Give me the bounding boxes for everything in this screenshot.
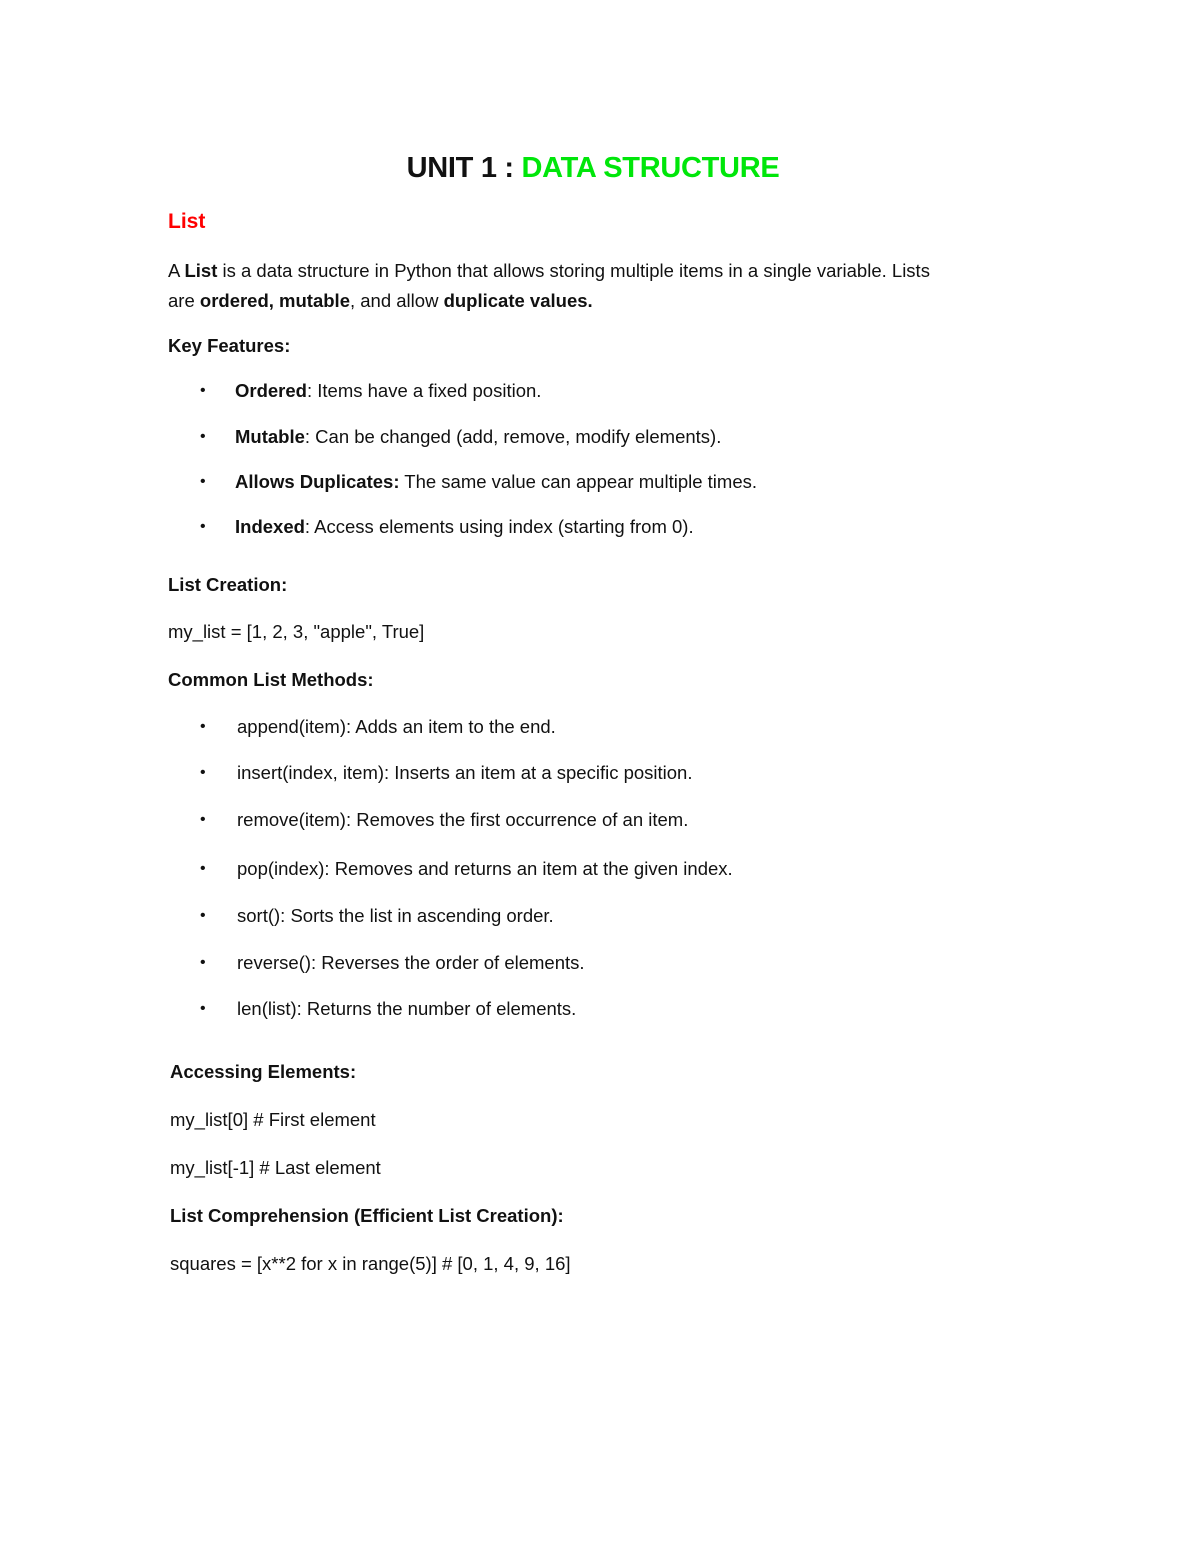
intro-term-list: List: [184, 260, 218, 281]
bullet-icon: •: [200, 428, 206, 445]
list-comprehension-code: squares = [x**2 for x in range(5)] # [0, 1, 4, 9, 16]: [170, 1253, 571, 1274]
method-text: reverse(): Reverses the order of elements.: [237, 952, 585, 973]
feature-desc: : Items have a fixed position.: [306, 380, 542, 401]
method-text: len(list): Returns the number of elements.: [237, 998, 577, 1019]
common-methods-heading: Common List Methods:: [168, 669, 374, 690]
intro-term-duplicates: duplicate values.: [443, 290, 593, 311]
intro-text: A: [168, 260, 185, 281]
method-text: insert(index, item): Inserts an item at a specific position.: [237, 762, 693, 783]
bullet-icon: •: [200, 718, 206, 735]
feature-desc: : Access elements using index (starting from 0).: [304, 516, 694, 537]
method-text: sort(): Sorts the list in ascending order.: [237, 905, 554, 926]
bullet-icon: •: [200, 764, 206, 781]
bullet-icon: •: [200, 1000, 206, 1017]
title-accent: DATA STRUCTURE: [521, 152, 780, 184]
feature-term: Indexed: [235, 516, 305, 537]
intro-text: are: [168, 290, 200, 311]
access-first-code: my_list[0] # First element: [170, 1109, 376, 1130]
feature-term: Ordered: [235, 380, 307, 401]
bullet-icon: •: [200, 860, 206, 877]
list-comprehension-heading: List Comprehension (Efficient List Creation):: [170, 1205, 564, 1226]
feature-desc: : Can be changed (add, remove, modify elements).: [304, 426, 722, 447]
feature-desc: The same value can appear multiple times.: [399, 471, 757, 492]
page-title: [0, 150, 1186, 186]
bullet-icon: •: [200, 473, 206, 490]
key-features-heading: Key Features:: [168, 335, 291, 356]
section-heading-list: List: [168, 210, 206, 233]
access-last-code: my_list[-1] # Last element: [170, 1157, 381, 1178]
intro-line-2: [168, 286, 593, 316]
bullet-icon: •: [200, 382, 206, 399]
title-prefix: UNIT 1 :: [406, 152, 522, 184]
intro-line-1: [168, 256, 930, 286]
intro-text: , and allow: [349, 290, 444, 311]
method-text: remove(item): Removes the first occurrence of an item.: [237, 809, 689, 830]
bullet-icon: •: [200, 954, 206, 971]
list-creation-code: my_list = [1, 2, 3, "apple", True]: [168, 621, 425, 642]
bullet-icon: •: [200, 907, 206, 924]
list-creation-heading: List Creation:: [168, 574, 288, 595]
accessing-elements-heading: Accessing Elements:: [170, 1061, 357, 1082]
method-text: pop(index): Removes and returns an item at the given index.: [237, 858, 733, 879]
intro-text: is a data structure in Python that allows storing multiple items in a single variable. Lists: [217, 260, 930, 281]
bullet-icon: •: [200, 811, 206, 828]
intro-term-ordered-mutable: ordered, mutable: [199, 290, 350, 311]
feature-term: Allows Duplicates:: [235, 471, 400, 492]
feature-term: Mutable: [235, 426, 305, 447]
bullet-icon: •: [200, 518, 206, 535]
method-text: append(item): Adds an item to the end.: [237, 716, 556, 737]
